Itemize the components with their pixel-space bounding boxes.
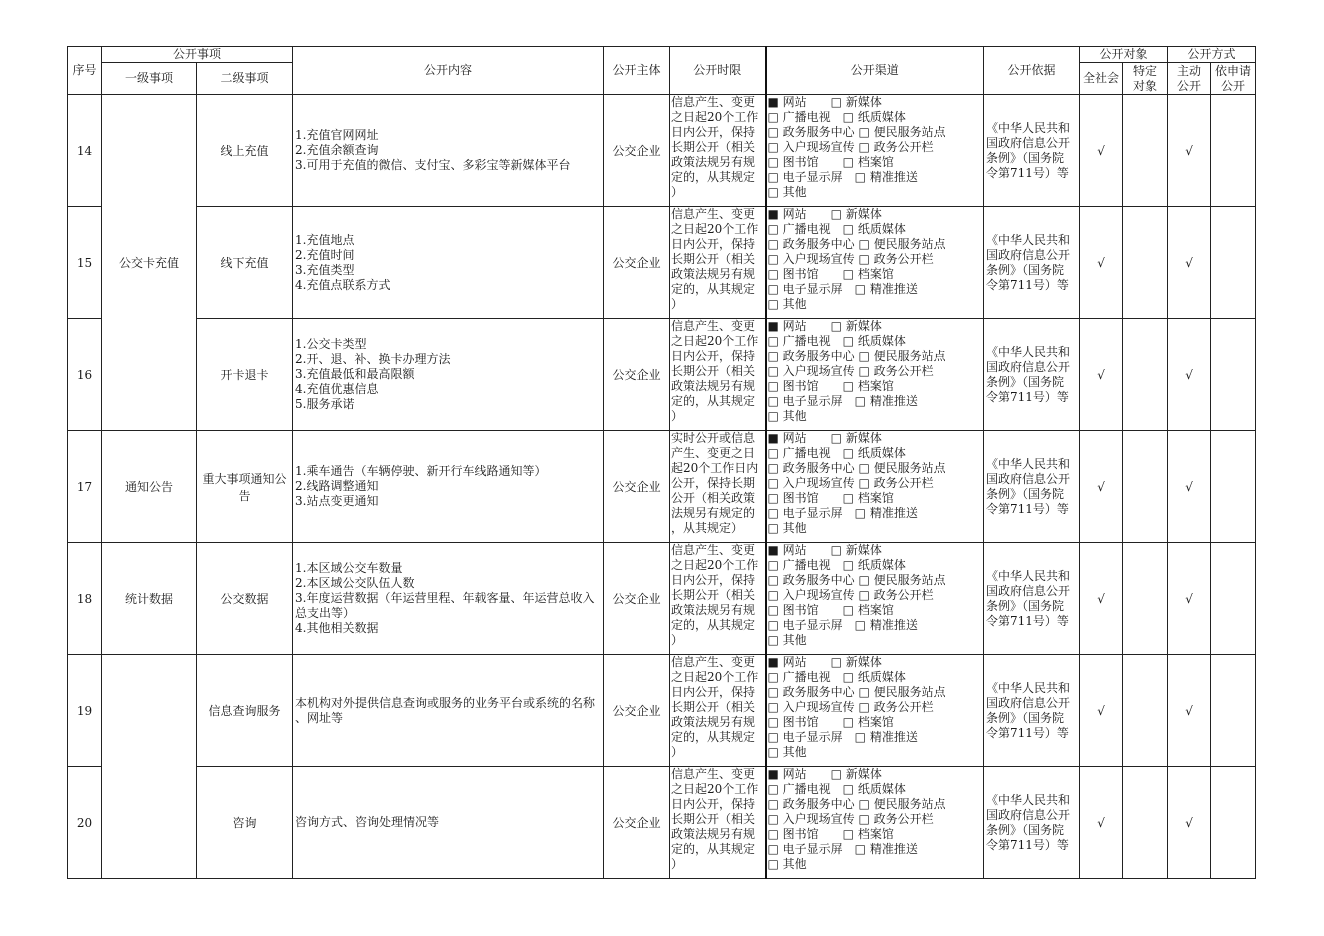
content-line: 1.公交卡类型: [295, 337, 367, 351]
time-line: 之日起20个工作: [671, 334, 759, 348]
table-row: [68, 319, 1256, 431]
level2-cell: 线上充值: [197, 95, 293, 207]
method-request-cell: [1211, 431, 1256, 543]
channel-option: □ 图书馆 □ 档案馆: [767, 491, 894, 505]
method-active-cell: √: [1168, 207, 1211, 319]
time-line: 政策法规另有规: [671, 715, 756, 729]
method-active-cell: √: [1168, 95, 1211, 207]
content-line: 1.充值官网网址: [295, 128, 379, 142]
channel-option: □ 广播电视 □ 纸质媒体: [767, 782, 906, 796]
channel-cell: [766, 95, 984, 207]
channel-option: □ 政务服务中心 □ 便民服务站点: [767, 685, 946, 699]
channel-option: □ 政务服务中心 □ 便民服务站点: [767, 125, 946, 139]
time-line: ）: [671, 857, 684, 871]
time-cell: [670, 207, 766, 319]
time-line: 法规另有规定的: [671, 506, 756, 520]
row-no: 16: [68, 319, 102, 431]
header-time: 公开时限: [670, 47, 766, 95]
basis-line: 条例》（国务院: [986, 486, 1065, 501]
content-line: 2.充值余额查询: [295, 143, 379, 157]
channel-option: ■ 网站 □ 新媒体: [767, 207, 882, 221]
channel-option: □ 政务服务中心 □ 便民服务站点: [767, 797, 946, 811]
basis-cell: [984, 95, 1080, 207]
target-all-cell: √: [1080, 95, 1123, 207]
target-all-cell: √: [1080, 207, 1123, 319]
channel-option: ■ 网站 □ 新媒体: [767, 431, 882, 445]
method-active-cell: √: [1168, 431, 1211, 543]
channel-option: □ 其他: [767, 297, 807, 311]
time-line: 实时公开或信息: [671, 431, 756, 445]
channel-option: □ 其他: [767, 857, 807, 871]
content-line: 3.站点变更通知: [295, 494, 379, 508]
basis-line: 令第711号）等: [986, 389, 1069, 404]
channel-option: ■ 网站 □ 新媒体: [767, 655, 882, 669]
channel-option: □ 电子显示屏 □ 精准推送: [767, 618, 918, 632]
level1-cell: 公交卡充值: [102, 95, 197, 431]
table-row: [68, 655, 1256, 767]
basis-line: 国政府信息公开: [986, 135, 1071, 150]
time-line: ）: [671, 633, 684, 647]
basis-line: 国政府信息公开: [986, 807, 1071, 822]
basis-line: 《中华人民共和: [986, 232, 1071, 247]
channel-option: □ 政务服务中心 □ 便民服务站点: [767, 349, 946, 363]
method-request-cell: [1211, 543, 1256, 655]
basis-line: 条例》（国务院: [986, 374, 1065, 389]
header-method-active: 主动公开: [1168, 63, 1211, 95]
basis-cell: [984, 319, 1080, 431]
channel-option: □ 入户现场宣传 □ 政务公开栏: [767, 364, 934, 378]
header-target-all: 全社会: [1080, 63, 1123, 95]
subject-cell: 公交企业: [604, 95, 670, 207]
content-line: 本机构对外提供信息查询或服务的业务平台或系统的名称: [295, 695, 596, 710]
method-request-cell: [1211, 767, 1256, 879]
basis-line: 令第711号）等: [986, 501, 1069, 516]
subject-cell: 公交企业: [604, 655, 670, 767]
channel-option: □ 其他: [767, 521, 807, 535]
channel-option: □ 电子显示屏 □ 精准推送: [767, 842, 918, 856]
basis-line: 令第711号）等: [986, 613, 1069, 628]
method-request-cell: [1211, 319, 1256, 431]
content-line: 2.本区域公交队伍人数: [295, 576, 415, 590]
content-line: 2.开、退、补、换卡办理方法: [295, 352, 451, 366]
content-line: 3.充值类型: [295, 262, 355, 277]
time-line: 起20个工作日内: [671, 461, 759, 475]
header-method-group: 公开方式: [1168, 47, 1256, 63]
basis-line: 令第711号）等: [986, 725, 1069, 740]
time-cell: [670, 543, 766, 655]
table-row: [68, 431, 1256, 543]
time-line: 长期公开（相关: [671, 588, 756, 602]
time-cell: [670, 95, 766, 207]
header-level1: 一级事项: [102, 63, 197, 95]
basis-line: 《中华人民共和: [986, 456, 1071, 471]
target-specific-cell: [1123, 207, 1168, 319]
basis-line: 国政府信息公开: [986, 583, 1071, 598]
level2-cell: 重大事项通知公告: [197, 431, 293, 543]
channel-option: □ 电子显示屏 □ 精准推送: [767, 170, 918, 184]
channel-cell: [766, 767, 984, 879]
time-cell: [670, 431, 766, 543]
header-target-specific: 特定对象: [1123, 63, 1168, 95]
content-line: 4.充值优惠信息: [295, 382, 379, 396]
channel-option: □ 图书馆 □ 档案馆: [767, 379, 894, 393]
channel-option: □ 广播电视 □ 纸质媒体: [767, 446, 906, 460]
basis-line: 国政府信息公开: [986, 247, 1071, 262]
basis-line: 条例》（国务院: [986, 710, 1065, 725]
channel-option: □ 入户现场宣传 □ 政务公开栏: [767, 812, 934, 826]
time-line: 日内公开，保持: [671, 685, 756, 699]
header-channel: 公开渠道: [766, 47, 984, 95]
target-all-cell: √: [1080, 655, 1123, 767]
channel-option: □ 图书馆 □ 档案馆: [767, 267, 894, 281]
basis-line: 令第711号）等: [986, 837, 1069, 852]
channel-option: □ 政务服务中心 □ 便民服务站点: [767, 461, 946, 475]
header-method-request: 依申请公开: [1211, 63, 1256, 95]
row-no: 14: [68, 95, 102, 207]
method-request-cell: [1211, 655, 1256, 767]
channel-cell: [766, 655, 984, 767]
time-line: 之日起20个工作: [671, 782, 759, 796]
channel-option: □ 政务服务中心 □ 便民服务站点: [767, 237, 946, 251]
level2-cell: 信息查询服务: [197, 655, 293, 767]
time-line: ）: [671, 409, 684, 423]
target-specific-cell: [1123, 95, 1168, 207]
channel-option: □ 入户现场宣传 □ 政务公开栏: [767, 140, 934, 154]
basis-cell: [984, 431, 1080, 543]
time-line: 定的，从其规定: [671, 170, 756, 184]
channel-option: □ 其他: [767, 745, 807, 759]
content-line: 3.充值最低和最高限额: [295, 367, 415, 381]
method-active-cell: √: [1168, 319, 1211, 431]
content-line: 1.本区域公交车数量: [295, 561, 403, 575]
method-active-cell: √: [1168, 655, 1211, 767]
channel-option: □ 广播电视 □ 纸质媒体: [767, 334, 906, 348]
basis-cell: [984, 655, 1080, 767]
channel-option: □ 其他: [767, 185, 807, 199]
header-subject: 公开主体: [604, 47, 670, 95]
content-line: 1.乘车通告（车辆停驶、新开行车线路通知等）: [295, 464, 547, 478]
time-line: 政策法规另有规: [671, 827, 756, 841]
time-line: ，从其规定）: [671, 521, 744, 535]
time-line: 信息产生、变更: [671, 655, 756, 669]
content-cell: [293, 543, 604, 655]
table-body: [68, 95, 1256, 879]
channel-option: ■ 网站 □ 新媒体: [767, 95, 882, 109]
channel-option: □ 其他: [767, 633, 807, 647]
time-line: 信息产生、变更: [671, 95, 756, 109]
row-no: 18: [68, 543, 102, 655]
channel-option: □ 入户现场宣传 □ 政务公开栏: [767, 700, 934, 714]
channel-cell: [766, 431, 984, 543]
level2-cell: 咨询: [197, 767, 293, 879]
content-cell: [293, 767, 604, 879]
content-line: 1.充值地点: [295, 232, 355, 247]
time-line: 日内公开，保持: [671, 797, 756, 811]
channel-option: ■ 网站 □ 新媒体: [767, 767, 882, 781]
level2-cell: 线下充值: [197, 207, 293, 319]
content-cell: [293, 95, 604, 207]
time-line: ）: [671, 297, 684, 311]
content-line: 、网址等: [295, 710, 344, 725]
header-content: 公开内容: [293, 47, 604, 95]
level2-cell: 公交数据: [197, 543, 293, 655]
content-cell: [293, 207, 604, 319]
target-specific-cell: [1123, 431, 1168, 543]
header-target-group: 公开对象: [1080, 47, 1168, 63]
time-line: ）: [671, 745, 684, 759]
subject-cell: 公交企业: [604, 207, 670, 319]
channel-option: □ 图书馆 □ 档案馆: [767, 603, 894, 617]
time-line: 公开，保持长期: [671, 476, 756, 490]
time-line: 定的，从其规定: [671, 842, 756, 856]
channel-option: □ 其他: [767, 409, 807, 423]
header-no: 序号: [68, 47, 102, 95]
time-line: 定的，从其规定: [671, 282, 756, 296]
target-all-cell: √: [1080, 431, 1123, 543]
content-cell: [293, 319, 604, 431]
content-line: 3.年度运营数据（年运营里程、年载客量、年运营总收入: [295, 591, 595, 605]
time-line: 信息产生、变更: [671, 207, 756, 221]
method-active-cell: √: [1168, 543, 1211, 655]
basis-line: 国政府信息公开: [986, 695, 1071, 710]
channel-option: □ 电子显示屏 □ 精准推送: [767, 506, 918, 520]
time-line: 信息产生、变更: [671, 543, 756, 557]
basis-cell: [984, 543, 1080, 655]
channel-option: □ 电子显示屏 □ 精准推送: [767, 282, 918, 296]
time-line: 政策法规另有规: [671, 603, 756, 617]
time-line: 长期公开（相关: [671, 252, 756, 266]
target-all-cell: √: [1080, 767, 1123, 879]
content-line: 4.其他相关数据: [295, 621, 379, 635]
channel-cell: [766, 207, 984, 319]
time-cell: [670, 655, 766, 767]
channel-option: ■ 网站 □ 新媒体: [767, 319, 882, 333]
header-basis: 公开依据: [984, 47, 1080, 95]
channel-option: □ 入户现场宣传 □ 政务公开栏: [767, 252, 934, 266]
table-row: [68, 207, 1256, 319]
basis-line: 《中华人民共和: [986, 792, 1071, 807]
subject-cell: 公交企业: [604, 319, 670, 431]
level2-cell: 开卡退卡: [197, 319, 293, 431]
basis-cell: [984, 767, 1080, 879]
subject-cell: 公交企业: [604, 767, 670, 879]
content-line: 总支出等）: [295, 606, 356, 620]
content-line: 4.充值点联系方式: [295, 277, 391, 292]
method-request-cell: [1211, 95, 1256, 207]
row-no: 19: [68, 655, 102, 767]
channel-cell: [766, 319, 984, 431]
time-line: 公开（相关政策: [671, 491, 756, 505]
basis-line: 条例》（国务院: [986, 150, 1065, 165]
header-level2: 二级事项: [197, 63, 293, 95]
time-line: 之日起20个工作: [671, 670, 759, 684]
time-line: 之日起20个工作: [671, 110, 759, 124]
channel-option: □ 广播电视 □ 纸质媒体: [767, 670, 906, 684]
target-specific-cell: [1123, 543, 1168, 655]
channel-cell: [766, 543, 984, 655]
channel-option: □ 图书馆 □ 档案馆: [767, 827, 894, 841]
time-line: 之日起20个工作: [671, 558, 759, 572]
row-no: 17: [68, 431, 102, 543]
method-request-cell: [1211, 207, 1256, 319]
channel-option: □ 广播电视 □ 纸质媒体: [767, 110, 906, 124]
target-specific-cell: [1123, 655, 1168, 767]
channel-option: □ 电子显示屏 □ 精准推送: [767, 730, 918, 744]
basis-line: 《中华人民共和: [986, 344, 1071, 359]
basis-line: 《中华人民共和: [986, 680, 1071, 695]
time-line: 日内公开，保持: [671, 125, 756, 139]
basis-cell: [984, 207, 1080, 319]
channel-option: ■ 网站 □ 新媒体: [767, 543, 882, 557]
time-line: 信息产生、变更: [671, 767, 756, 781]
channel-option: □ 入户现场宣传 □ 政务公开栏: [767, 588, 934, 602]
method-active-cell: √: [1168, 767, 1211, 879]
time-line: 定的，从其规定: [671, 618, 756, 632]
table-row: [68, 767, 1256, 879]
time-line: 日内公开，保持: [671, 237, 756, 251]
channel-option: □ 广播电视 □ 纸质媒体: [767, 222, 906, 236]
channel-option: □ 入户现场宣传 □ 政务公开栏: [767, 476, 934, 490]
time-line: 信息产生、变更: [671, 319, 756, 333]
row-no: 20: [68, 767, 102, 879]
subject-cell: 公交企业: [604, 543, 670, 655]
time-line: 定的，从其规定: [671, 730, 756, 744]
time-line: 长期公开（相关: [671, 364, 756, 378]
content-line: 2.充值时间: [295, 247, 355, 262]
channel-option: □ 图书馆 □ 档案馆: [767, 155, 894, 169]
basis-line: 令第711号）等: [986, 277, 1069, 292]
basis-line: 国政府信息公开: [986, 471, 1071, 486]
time-cell: [670, 767, 766, 879]
level1-cell: [102, 655, 197, 879]
time-cell: [670, 319, 766, 431]
content-cell: [293, 431, 604, 543]
basis-line: 令第711号）等: [986, 165, 1069, 180]
time-line: 长期公开（相关: [671, 700, 756, 714]
content-cell: [293, 655, 604, 767]
time-line: 长期公开（相关: [671, 140, 756, 154]
time-line: 产生、变更之日: [671, 446, 756, 460]
basis-line: 国政府信息公开: [986, 359, 1071, 374]
basis-line: 条例》（国务院: [986, 822, 1065, 837]
basis-line: 《中华人民共和: [986, 568, 1071, 583]
time-line: 定的，从其规定: [671, 394, 756, 408]
time-line: 长期公开（相关: [671, 812, 756, 826]
row-no: 15: [68, 207, 102, 319]
target-all-cell: √: [1080, 543, 1123, 655]
basis-line: 条例》（国务院: [986, 262, 1065, 277]
subject-cell: 公交企业: [604, 431, 670, 543]
content-line: 咨询方式、咨询处理情况等: [295, 815, 440, 829]
basis-line: 条例》（国务院: [986, 598, 1065, 613]
content-line: 2.线路调整通知: [295, 479, 379, 493]
time-line: 日内公开，保持: [671, 573, 756, 587]
content-line: 5.服务承诺: [295, 397, 355, 411]
basis-line: 《中华人民共和: [986, 120, 1071, 135]
disclosure-table: [67, 46, 1256, 879]
channel-option: □ 电子显示屏 □ 精准推送: [767, 394, 918, 408]
time-line: 之日起20个工作: [671, 222, 759, 236]
level1-cell: 统计数据: [102, 543, 197, 655]
level1-cell: 通知公告: [102, 431, 197, 543]
channel-option: □ 广播电视 □ 纸质媒体: [767, 558, 906, 572]
time-line: 日内公开，保持: [671, 349, 756, 363]
target-all-cell: √: [1080, 319, 1123, 431]
target-specific-cell: [1123, 319, 1168, 431]
time-line: 政策法规另有规: [671, 267, 756, 281]
content-line: 3.可用于充值的微信、支付宝、多彩宝等新媒体平台: [295, 158, 571, 172]
time-line: 政策法规另有规: [671, 379, 756, 393]
time-line: ）: [671, 185, 684, 199]
table-row: [68, 95, 1256, 207]
time-line: 政策法规另有规: [671, 155, 756, 169]
channel-option: □ 政务服务中心 □ 便民服务站点: [767, 573, 946, 587]
header-item-group: 公开事项: [102, 47, 293, 63]
target-specific-cell: [1123, 767, 1168, 879]
channel-option: □ 图书馆 □ 档案馆: [767, 715, 894, 729]
table-row: [68, 543, 1256, 655]
